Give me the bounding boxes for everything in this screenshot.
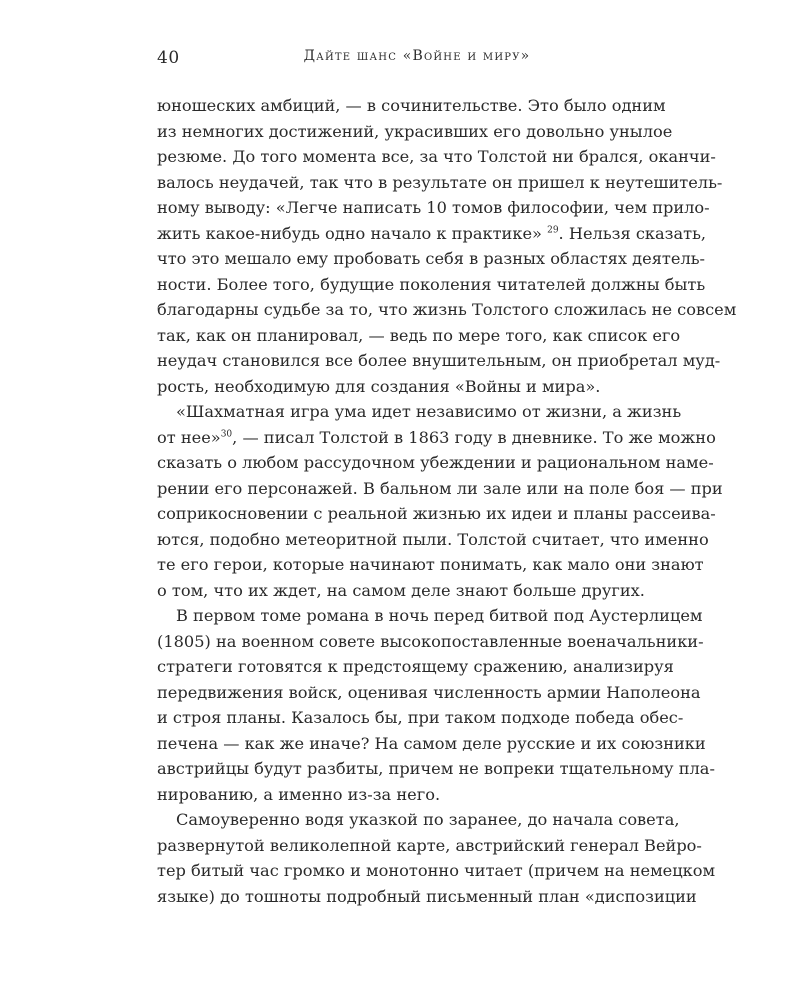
text-line: ному выводу: «Легче написать 10 томов философии, чем прило- [157,198,710,217]
running-head: Дайте шанс «Войне и миру» [303,48,531,64]
text-line: рении его персонажей. В бальном ли зале или на поле боя — при [157,478,723,498]
text-line-paragraph-end: о том, что их ждет, на самом деле знают больше других. [157,580,645,600]
footnote-marker-29: 29 [547,225,559,236]
text-line: передвижения войск, оценивая численность армии Наполеона [157,682,701,702]
text-line: ности. Более того, будущие поколения читателей должны быть [157,274,706,294]
text-line: печена — как же иначе? На самом деле русские и их союзники [157,733,706,753]
text-line-with-footnote-29 [157,221,707,247]
text-line: стратеги готовятся к предстоящему сражению, анализируя [157,657,674,676]
text-line: валось неудачей, так что в результате он пришел к неутешитель- [157,172,723,192]
text-line: сказать о любом рассудочном убеждении и рациональном наме- [157,453,714,472]
text-line: австрийцы будут разбиты, причем не вопреки тщательному пла- [157,759,715,778]
footnote-marker-30: 30 [220,429,233,440]
text-line: (1805) на военном совете высокопоставленные военачальники- [157,631,704,651]
page-header [157,48,643,72]
text-line-paragraph-end: нированию, а именно из-за него. [157,784,441,804]
text-line: из немногих достижений, украсивших его довольно унылое [157,121,673,141]
text-line: что это мешало ему пробовать себя в разных областях деятель- [157,249,706,268]
text-line: тер битый час громко и монотонно читает (причем на немецком [157,861,716,880]
text-line: языке) до тошноты подробный письменный план «диспозиции [157,886,697,906]
text-segment: от нее» [157,427,221,447]
text-segment: . Нельзя сказать, [558,223,707,243]
text-line: неудач становился все более внушительным, он приобретал муд- [157,351,721,370]
text-line: благодарны судьбе за то, что жизнь Толстого сложилась не совсем [157,300,737,319]
text-line: те его герои, которые начинают понимать, как мало они знают [157,555,704,574]
text-line: развернутой великолепной карте, австрийский генерал Вейро- [157,835,702,855]
text-line: так, как он планировал, — ведь по мере того, как список его [157,325,681,345]
text-line: резюме. До того момента все, за что Толстой ни брался, оканчи- [157,147,716,166]
text-line: и строя планы. Казалось бы, при таком подходе победа обес- [157,708,684,727]
text-line: юношеских амбиций, — в сочинительстве. Это было одним [157,96,666,115]
text-line: ются, подобно метеоритной пыли. Толстой считает, что именно [157,529,709,549]
text-line-paragraph-start: Самоуверенно водя указкой по заранее, до начала совета, [176,810,680,829]
body-text [157,93,737,909]
page-number: 40 [157,48,180,68]
text-line: соприкосновении с реальной жизнью их идеи и планы рассеива- [157,504,716,523]
text-segment: жить какое-нибудь одно начало к практике» [157,223,542,243]
text-segment: , — писал Толстой в 1863 году в дневнике. То же можно [232,427,716,447]
text-line-paragraph-end: рость, необходимую для создания «Войны и мира». [157,376,601,396]
text-line-paragraph-start: В первом томе романа в ночь перед битвой под Аустерлицем [176,606,703,625]
text-line-paragraph-start: «Шахматная игра ума идет независимо от жизни, а жизнь [176,402,682,421]
text-line-with-footnote-30 [157,425,716,451]
